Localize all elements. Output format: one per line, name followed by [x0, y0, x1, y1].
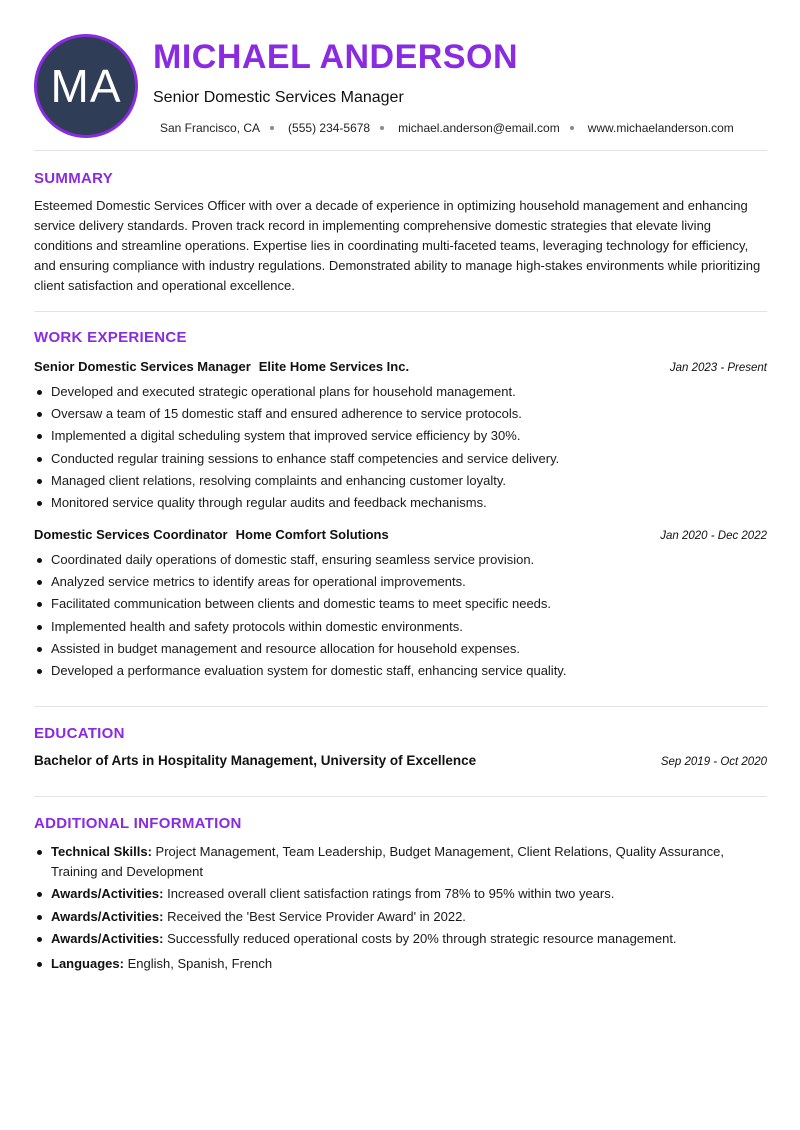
- divider: [34, 311, 767, 312]
- item-text: Successfully reduced operational costs by 20% through strategic resource management.: [167, 931, 677, 946]
- list-item: Implemented a digital scheduling system that improved service efficiency by 30%.: [34, 425, 767, 447]
- job-company: Home Comfort Solutions: [235, 527, 389, 542]
- additional-list: [34, 842, 767, 976]
- item-label: Awards/Activities:: [51, 886, 164, 901]
- list-item: Conducted regular training sessions to enhance staff competencies and service delivery.: [34, 448, 767, 470]
- list-item: Coordinated daily operations of domestic staff, ensuring seamless service provision.: [34, 549, 767, 571]
- list-item: Oversaw a team of 15 domestic staff and ensured adherence to service protocols.: [34, 403, 767, 425]
- list-item: [34, 954, 767, 974]
- list-item: [34, 884, 767, 904]
- summary-heading: SUMMARY: [34, 170, 114, 187]
- education-heading: EDUCATION: [34, 725, 125, 742]
- item-label: Languages:: [51, 955, 124, 971]
- item-text: Received the 'Best Service Provider Award' in 2022.: [167, 908, 466, 924]
- avatar: [34, 34, 138, 138]
- candidate-title: Senior Domestic Services Manager: [153, 89, 404, 106]
- list-item: Developed a performance evaluation system for domestic staff, enhancing service quality.: [34, 660, 767, 682]
- item-text: Project Management, Team Leadership, Budget Management, Client Relations, Quality Assurance, Training and Development: [51, 844, 725, 879]
- job-role-company: [34, 358, 409, 376]
- job-company: Elite Home Services Inc.: [258, 359, 410, 374]
- list-item: Developed and executed strategic operational plans for household management.: [34, 381, 767, 403]
- contact-location: San Francisco, CA: [160, 121, 261, 135]
- list-item: Analyzed service metrics to identify areas for operational improvements.: [34, 571, 767, 593]
- education-degree: Bachelor of Arts in Hospitality Management, University of Excellence: [34, 753, 477, 768]
- job-dates: Jan 2023 - Present: [669, 362, 767, 374]
- education-dates: Sep 2019 - Oct 2020: [660, 756, 767, 768]
- avatar-initials: MA: [50, 60, 122, 112]
- summary-text: Esteemed Domestic Services Officer with over a decade of experience in optimizing household management and enhancing service delivery standards. Proven track record in implementing comprehensive domestic strategies that elevate living conditions and streamline operations. Expertise lies in coordinating multi-faceted teams, leveraging technology for efficiency, and ensuring compliance with industry regulations. Demonstrated ability to manage high-stakes environments while prioritizing client satisfaction and operational excellence.: [34, 198, 761, 293]
- job-bullets: [34, 381, 767, 514]
- divider: [34, 150, 767, 151]
- item-text: Increased overall client satisfaction ratings from 78% to 95% within two years.: [167, 886, 615, 901]
- list-item: [34, 929, 767, 949]
- job-dates: Jan 2020 - Dec 2022: [660, 530, 767, 542]
- divider: [34, 706, 767, 707]
- education-entry: [34, 753, 767, 768]
- job-role: Senior Domestic Services Manager: [34, 359, 251, 374]
- list-item: Facilitated communication between clients and domestic teams to meet specific needs.: [34, 593, 767, 615]
- job-header: [34, 358, 767, 376]
- separator-dot-icon: [270, 126, 274, 130]
- candidate-name: MICHAEL ANDERSON: [153, 38, 519, 76]
- item-label: Awards/Activities:: [51, 931, 164, 946]
- job-role-company: [34, 526, 389, 544]
- separator-dot-icon: [570, 126, 574, 130]
- list-item: Implemented health and safety protocols within domestic environments.: [34, 616, 767, 638]
- contact-phone: (555) 234-5678: [288, 121, 371, 135]
- item-text: English, Spanish, French: [127, 955, 273, 971]
- list-item: Assisted in budget management and resource allocation for household expenses.: [34, 638, 767, 660]
- item-label: Technical Skills:: [51, 844, 152, 859]
- item-label: Awards/Activities:: [51, 908, 164, 924]
- divider: [34, 796, 767, 797]
- separator-dot-icon: [380, 126, 384, 130]
- job-bullets: [34, 549, 767, 682]
- contact-website[interactable]: www.michaelanderson.com: [587, 121, 734, 135]
- job-role: Domestic Services Coordinator: [34, 527, 228, 542]
- list-item: Monitored service quality through regular audits and feedback mechanisms.: [34, 492, 767, 514]
- list-item: [34, 907, 767, 927]
- list-item: Managed client relations, resolving complaints and enhancing customer loyalty.: [34, 470, 767, 492]
- contact-email[interactable]: michael.anderson@email.com: [398, 121, 560, 135]
- contact-line: [160, 121, 734, 135]
- list-item: [34, 842, 767, 881]
- job-header: [34, 526, 767, 544]
- additional-heading: ADDITIONAL INFORMATION: [34, 815, 242, 832]
- experience-heading: WORK EXPERIENCE: [34, 329, 187, 346]
